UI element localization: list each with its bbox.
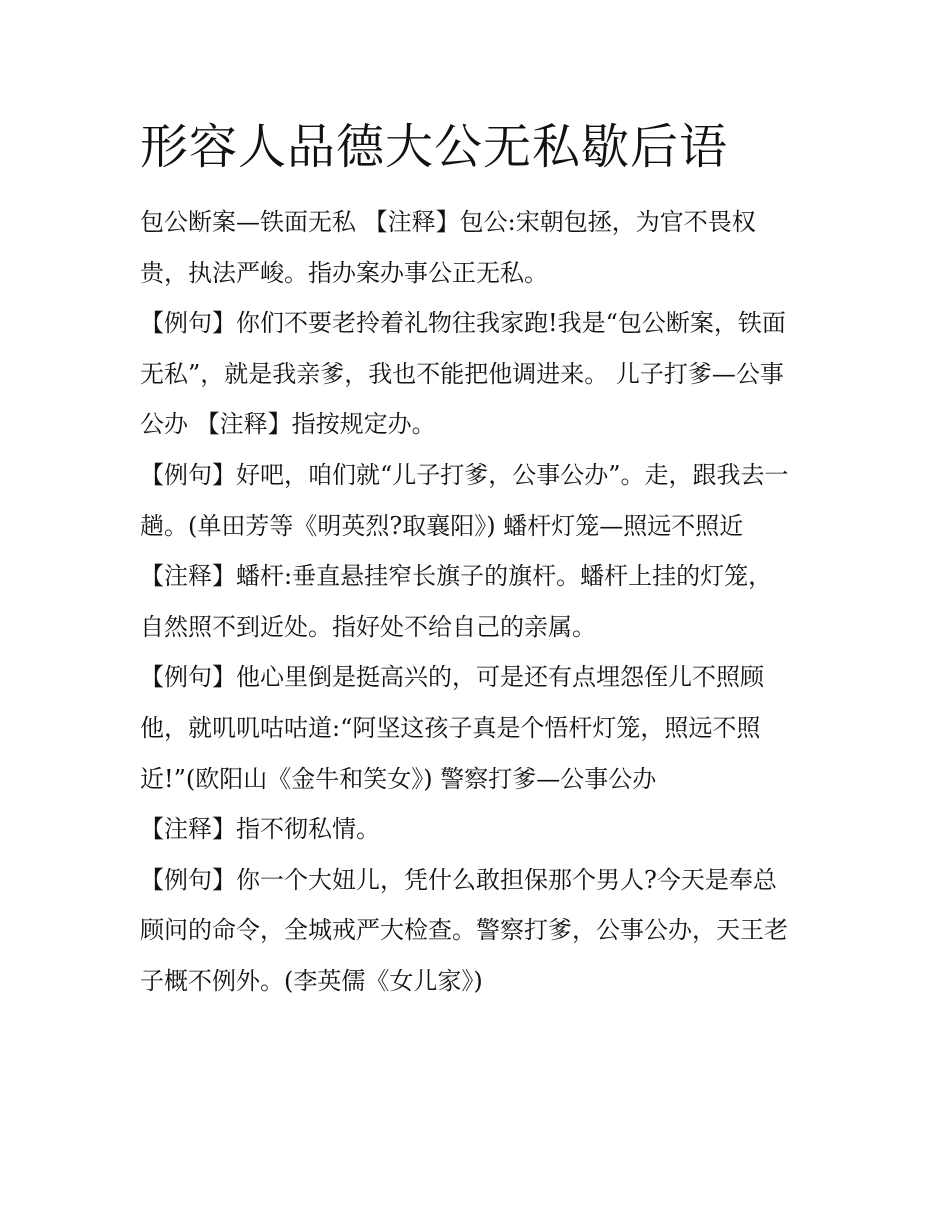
- text-line: 【例句】你一个大妞儿，凭什么敢担保那个男人?今天是奉总: [140, 865, 777, 894]
- text-line: 【例句】好吧，咱们就“儿子打爹，公事公办”。走，跟我去一: [140, 460, 789, 489]
- text-line: 无私”，就是我亲爹，我也不能把他调进来。 儿子打爹—公事: [140, 359, 784, 388]
- text-line: 公办 【注释】指按规定办。: [140, 410, 436, 439]
- text-line: 贵，执法严峻。指办案办事公正无私。: [140, 258, 548, 287]
- page-title: 形容人品德大公无私歇后语: [140, 119, 729, 175]
- text-line: 顾问的命令，全城戒严大检查。警察打爹，公事公办，天王老: [140, 916, 788, 945]
- text-line: 【例句】他心里倒是挺高兴的，可是还有点埋怨侄儿不照顾: [140, 663, 764, 692]
- text-line: 他，就叽叽咕咕道:“阿坚这孩子真是个悟杆灯笼，照远不照: [140, 713, 761, 742]
- document-body: [140, 197, 812, 1007]
- text-line: 【例句】你们不要老拎着礼物往我家跑!我是“包公断案，铁面: [140, 309, 786, 338]
- text-line: 包公断案—铁面无私 【注释】包公:宋朝包拯，为官不畏权: [140, 208, 756, 236]
- text-line: 近!”(欧阳山《金牛和笑女》) 警察打爹—公事公办: [140, 764, 657, 793]
- text-line: 【注释】蟠杆:垂直悬挂窄长旗子的旗杆。蟠杆上挂的灯笼，: [140, 562, 773, 591]
- text-line: 趟。(单田芳等《明英烈?取襄阳》) 蟠杆灯笼—照远不照近: [140, 511, 744, 540]
- text-line: 子概不例外。(李英儒《女儿家》): [140, 966, 483, 995]
- text-line: 自然照不到近处。指好处不给自己的亲属。: [140, 612, 596, 641]
- text-line: 【注释】指不彻私情。: [140, 815, 380, 844]
